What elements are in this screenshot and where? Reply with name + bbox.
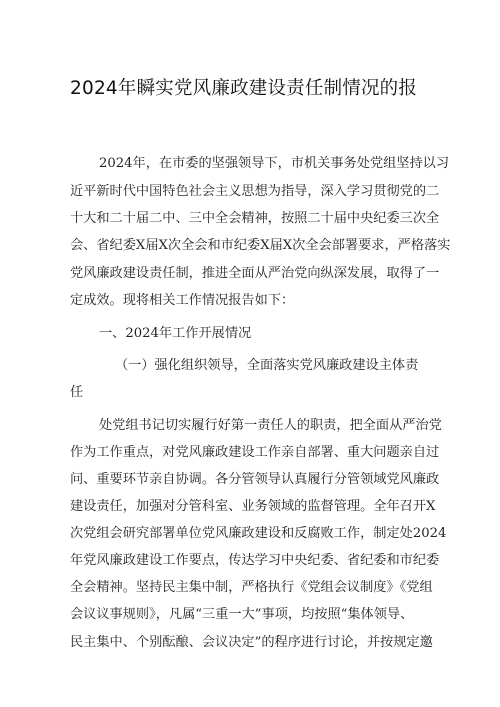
body-line: 定成效。现将相关工作情况报告如下： bbox=[70, 293, 295, 308]
body-line: 作为工作重点，对党风廉政建设工作亲自部署、重大问题亲自过 bbox=[70, 445, 440, 460]
body-line: 全会精神。坚持民主集中制，严格执行《党组会议制度》《党组 bbox=[70, 580, 433, 595]
body-line: 建设责任，加强对分管科室、业务领域的监督管理。全年召开X bbox=[70, 499, 436, 514]
body-line: 近平新时代中国特色社会主义思想为指导，深入学习贯彻党的二 bbox=[70, 184, 440, 199]
body-line: 会议议事规则》，凡属“三重一大”事项，均按照“集体领导、 bbox=[70, 607, 414, 622]
body-line: 次党组会研究部署单位党风廉政建设和反腐败工作，制定处2024 bbox=[70, 526, 447, 541]
body-line: 会、省纪委X届X次全会和市纪委X届X次全会部署要求，严格落实 bbox=[70, 238, 451, 253]
body-line: 十大和二十届二中、三中全会精神，按照二十届中央纪委三次全 bbox=[70, 211, 440, 226]
document-title: 2024年瞬实党风廉政建设责任制情况的报 bbox=[70, 78, 418, 99]
section-heading: 一、2024年工作开展情况 bbox=[99, 326, 252, 341]
body-line: 年党风廉政建设工作要点，传达学习中央纪委、省纪委和市纪委 bbox=[70, 553, 440, 568]
body-line: 2024年，在市委的坚强领导下，市机关事务处党组坚持以习 bbox=[99, 156, 450, 171]
body-line: 民主集中、个别酝酿、会议决定”的程序进行讨论，并按规定邀 bbox=[70, 635, 433, 650]
body-line: 党风廉政建设责任制，推进全面从严治党向纵深发展，取得了一 bbox=[70, 266, 440, 281]
subsection-heading-continued: 任 bbox=[70, 385, 84, 400]
body-line: 问、重要环节亲自协调。各分管领导认真履行分管领域党风廉政 bbox=[70, 472, 440, 487]
subsection-heading: （一）强化组织领导，全面落实党风廉政建设主体责 bbox=[115, 358, 419, 373]
body-line: 处党组书记切实履行好第一责任人的职责，把全面从严治党 bbox=[99, 418, 442, 433]
